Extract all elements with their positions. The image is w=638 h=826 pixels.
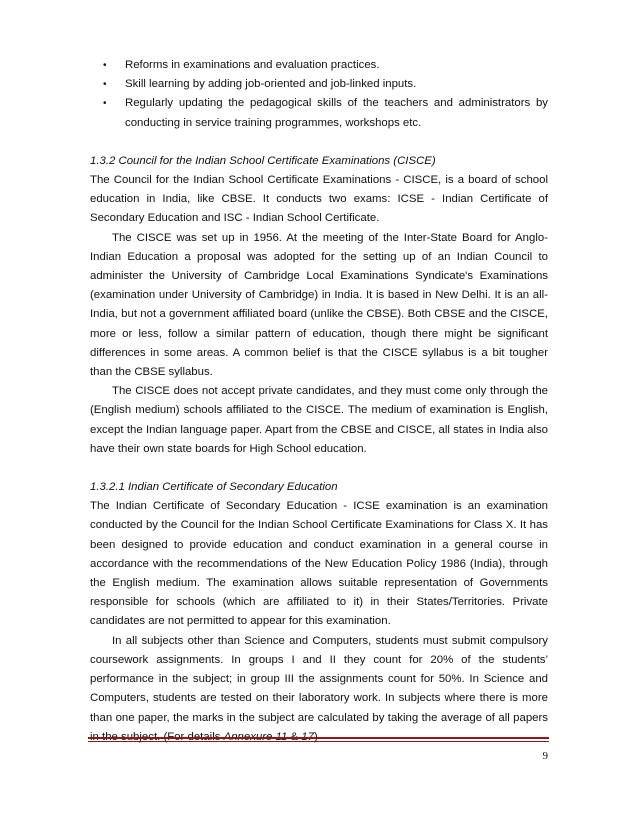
list-item: [90, 94, 548, 132]
list-item: [90, 56, 548, 75]
paragraph-cisce-candidates: The CISCE does not accept private candidates, and they must come only through the (English medium) schools affiliated to the CISCE. The medium of examination is English, except the Indian language paper. Apart from the CBSE and CISCE, all states in India also have their own state boards for High School education.: [90, 385, 548, 455]
bullet-text: Skill learning by adding job-oriented and job-linked inputs.: [125, 78, 417, 91]
page-content: [90, 56, 548, 747]
coursework-text: In all subjects other than Science and Computers, students must submit compulsory coursework assignments. In groups I and II they count for 20% of the students’ performance in the subject; in group III the assignments count for 50%. In Science and Computers, students are tested on their laboratory work. In subjects where there is more than one paper, the marks in the subject are calculated by taking the average of all papers: [90, 634, 548, 724]
bullet-icon: •: [103, 98, 107, 110]
bullet-icon: •: [103, 60, 107, 71]
section-heading-1-3-2-1: 1.3.2.1 Indian Certificate of Secondary Education: [90, 481, 338, 494]
section-heading-1-3-2: 1.3.2 Council for the Indian School Certificate Examinations (CISCE): [90, 154, 436, 167]
bullet-list: [90, 56, 548, 133]
list-item: [90, 75, 548, 94]
paragraph-icse-intro: The Indian Certificate of Secondary Education - ICSE examination is an examination conducted by the Council for the Indian School Certificate Examinations for Class X. It has been designed to provide education and conduct examination in a general course in accordance with the recommendations of the New Education Policy 1986 (India), through the English medium. The examination allows suitable representation of Governments responsible for schools (which are affiliated to it) in their States/Territories. Private candidates are not permitted to appear for this examination.: [90, 500, 548, 628]
footer-rule-thin: [88, 741, 549, 742]
bullet-text: Reforms in examinations and evaluation practices.: [125, 59, 380, 71]
bullet-text: Regularly updating the pedagogical skills of the teachers and administrators by conducting in service training programmes, workshops etc.: [125, 97, 548, 129]
paragraph-cisce-intro: The Council for the Indian School Certificate Examinations - CISCE, is a board of school education in India, like CBSE. It conducts two exams: ICSE - Indian Certificate of Secondary Education and ISC - Indian School Certificate.: [90, 174, 548, 225]
paragraph-icse-coursework: [90, 632, 548, 747]
bullet-icon: •: [103, 79, 107, 91]
page-number: 9: [542, 750, 548, 762]
paragraph-cisce-history: The CISCE was set up in 1956. At the meeting of the Inter-State Board for Anglo-Indian Education a proposal was adopted for the setting up of an Indian Council to administer the University of Cambridge Local Examinations Syndicate's Examinations (examination under University of Cambridge) in India. It is based in New Delhi. It is an all-India, but not a government affiliated board (unlike the CBSE). Both CBSE and the CISCE, more or less, follow a similar pattern of education, though there might be significant differences in some areas. A common belief is that the CISCE syllabus is a bit tougher than the CBSE syllabus.: [90, 231, 548, 379]
footer-rule-thick: [88, 737, 549, 739]
